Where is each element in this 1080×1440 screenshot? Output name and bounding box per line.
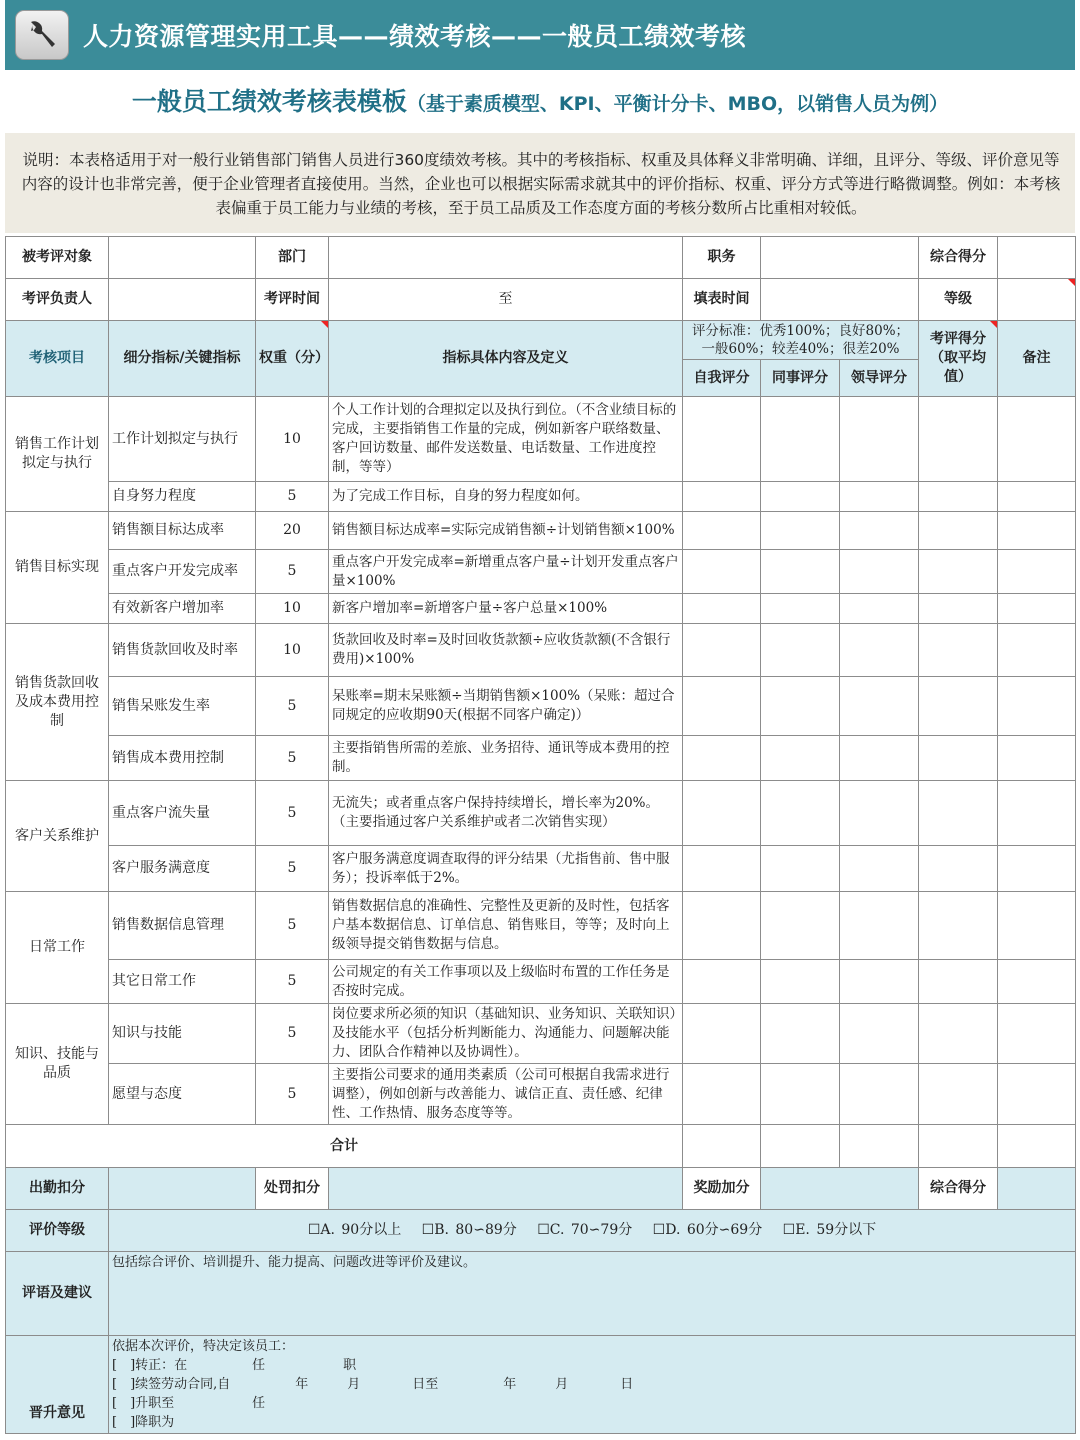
peer-score-input[interactable] [761, 624, 840, 677]
weight-value: 5 [256, 1064, 329, 1125]
kpi-name: 销售成本费用控制 [109, 736, 256, 781]
peer-score-input[interactable] [761, 960, 840, 1004]
peer-score-input[interactable] [761, 594, 840, 624]
self-score-input[interactable] [683, 1004, 761, 1064]
leader-label: 考评负责人 [6, 279, 109, 321]
peer-score-input[interactable] [761, 512, 840, 550]
weight-value: 10 [256, 594, 329, 624]
table-row [6, 397, 1076, 482]
table-row [6, 594, 1076, 624]
kpi-definition: 重点客户开发完成率=新增重点客户量÷计划开发重点客户量×100% [329, 550, 683, 594]
page-title [0, 82, 1080, 118]
bonus-input[interactable] [761, 1168, 919, 1210]
col-self: 自我评分 [683, 360, 761, 397]
promotion-line[interactable]: [ ]降职为 [112, 1415, 175, 1430]
col-leader: 领导评分 [840, 360, 919, 397]
column-header-row-1 [6, 321, 1076, 360]
bonus-label: 奖励加分 [683, 1168, 761, 1210]
avg-score-input[interactable] [919, 736, 998, 781]
self-score-input[interactable] [683, 677, 761, 736]
table-row [6, 550, 1076, 594]
peer-score-input[interactable] [761, 397, 840, 482]
table-row [6, 677, 1076, 736]
kpi-name: 自身努力程度 [109, 482, 256, 512]
penalty-input[interactable] [329, 1168, 683, 1210]
remark-input[interactable] [998, 677, 1076, 736]
remark-input[interactable] [998, 892, 1076, 960]
kpi-name: 销售额目标达成率 [109, 512, 256, 550]
self-score-input[interactable] [683, 482, 761, 512]
table-row [6, 892, 1076, 960]
avg-score-input[interactable] [919, 892, 998, 960]
table-row [6, 960, 1076, 1004]
group-name: 销售货款回收及成本费用控制 [6, 624, 109, 781]
kpi-definition: 主要指公司要求的通用类素质（公司可根据自我需求进行调整），例如创新与改善能力、诚信正直、责任感、纪律性、工作热情、服务态度等等。 [329, 1064, 683, 1125]
kpi-name: 重点客户开发完成率 [109, 550, 256, 594]
remark-input[interactable] [998, 1064, 1076, 1125]
kpi-definition: 销售数据信息的准确性、完整性及更新的及时性，包括客户基本数据信息、订单信息、销售账目，等等；及时向上级领导提交销售数据与信息。 [329, 892, 683, 960]
remark-input[interactable] [998, 594, 1076, 624]
avg-score-input[interactable] [919, 1004, 998, 1064]
kpi-name: 有效新客户增加率 [109, 594, 256, 624]
weight-value: 5 [256, 1004, 329, 1064]
peer-score-input[interactable] [761, 1004, 840, 1064]
kpi-name: 销售数据信息管理 [109, 892, 256, 960]
main-subtitle: （基于素质模型、KPI、平衡计分卡、MBO，以销售人员为例） [406, 93, 949, 115]
kpi-name: 愿望与态度 [109, 1064, 256, 1125]
remark-input[interactable] [998, 781, 1076, 846]
promotion-line: 依据本次评价，特决定该员工： [112, 1339, 295, 1354]
self-score-input[interactable] [683, 781, 761, 846]
leader-score-input[interactable] [840, 781, 919, 846]
comment-input[interactable]: 包括综合评价、培训提升、能力提高、问题改进等评价及建议。 [109, 1252, 1076, 1336]
table-row [6, 1004, 1076, 1064]
remark-input[interactable] [998, 397, 1076, 482]
final-score-label: 综合得分 [919, 1168, 998, 1210]
kpi-definition: 呆账率=期末呆账额÷当期销售额×100%（呆账：超过合同规定的应收期90天(根据不同客户确定)） [329, 677, 683, 736]
group-name: 销售工作计划拟定与执行 [6, 397, 109, 512]
col-standard: 评分标准：优秀100%；良好80%；一般60%；较差40%；很差20% [683, 321, 919, 360]
kpi-name: 其它日常工作 [109, 960, 256, 1004]
fill-time-label: 填表时间 [683, 279, 761, 321]
period-input[interactable]: 至 [329, 279, 683, 321]
leader-input[interactable] [109, 279, 256, 321]
kpi-definition: 销售额目标达成率=实际完成销售额÷计划销售额×100% [329, 512, 683, 550]
avg-score-input[interactable] [919, 512, 998, 550]
penalty-label: 处罚扣分 [256, 1168, 329, 1210]
dept-input[interactable] [329, 237, 683, 279]
leader-score-input[interactable] [840, 1064, 919, 1125]
kpi-name: 销售货款回收及时率 [109, 624, 256, 677]
col-kpi: 细分指标/关键指标 [109, 321, 256, 397]
total-remark-input[interactable] [998, 1125, 1076, 1168]
fill-time-input[interactable] [761, 279, 919, 321]
attendance-input[interactable] [109, 1168, 256, 1210]
weight-value: 5 [256, 892, 329, 960]
kpi-name: 重点客户流失量 [109, 781, 256, 846]
avg-score-input[interactable] [919, 594, 998, 624]
self-score-input[interactable] [683, 397, 761, 482]
remark-input[interactable] [998, 624, 1076, 677]
remark-input[interactable] [998, 736, 1076, 781]
weight-value: 5 [256, 550, 329, 594]
kpi-definition: 客户服务满意度调查取得的评分结果（尤指售前、售中服务）；投诉率低于2%。 [329, 846, 683, 892]
avg-score-input[interactable] [919, 846, 998, 892]
self-score-input[interactable] [683, 736, 761, 781]
avg-score-input[interactable] [919, 482, 998, 512]
total-row [6, 1125, 1076, 1168]
peer-score-input[interactable] [761, 736, 840, 781]
leader-score-input[interactable] [840, 594, 919, 624]
avg-score-input[interactable] [919, 781, 998, 846]
self-score-input[interactable] [683, 1064, 761, 1125]
avg-score-input[interactable] [919, 624, 998, 677]
promotion-line[interactable]: [ ]续签劳动合同,自 年 月 日至 年 月 日 [112, 1377, 634, 1392]
rating-row [6, 1210, 1076, 1252]
comment-row [6, 1252, 1076, 1336]
kpi-name: 客户服务满意度 [109, 846, 256, 892]
avg-score-input[interactable] [919, 960, 998, 1004]
remark-input[interactable] [998, 1004, 1076, 1064]
kpi-name: 销售呆账发生率 [109, 677, 256, 736]
remark-input[interactable] [998, 550, 1076, 594]
grade-label: 等级 [919, 279, 998, 321]
total-peer-input[interactable] [761, 1125, 840, 1168]
table-row [6, 512, 1076, 550]
leader-score-input[interactable] [840, 677, 919, 736]
table-row [6, 846, 1076, 892]
subject-label: 被考评对象 [6, 237, 109, 279]
subject-input[interactable] [109, 237, 256, 279]
kpi-definition: 个人工作计划的合理拟定以及执行到位。（不含业绩目标的完成，主要指销售工作量的完成，例如新客户联络数量、客户回访数量、邮件发送数量、电话数量、工作进度控制，等等） [329, 397, 683, 482]
peer-score-input[interactable] [761, 677, 840, 736]
rating-options[interactable]: ☐A. 90分以上 ☐B. 80∽89分 ☐C. 70∽79分 ☐D. 60分∽69分 ☐E. 59分以下 [109, 1210, 1076, 1252]
total-avg-input[interactable] [919, 1125, 998, 1168]
avg-score-input[interactable] [919, 397, 998, 482]
self-score-input[interactable] [683, 550, 761, 594]
remark-input[interactable] [998, 960, 1076, 1004]
weight-value: 10 [256, 397, 329, 482]
col-peer: 同事评分 [761, 360, 840, 397]
leader-score-input[interactable] [840, 512, 919, 550]
dept-label: 部门 [256, 237, 329, 279]
leader-score-input[interactable] [840, 482, 919, 512]
leader-score-input[interactable] [840, 624, 919, 677]
promotion-line[interactable]: [ ]升职至 任 [112, 1396, 266, 1411]
peer-score-input[interactable] [761, 892, 840, 960]
group-name: 客户关系维护 [6, 781, 109, 892]
header-title: 人力资源管理实用工具——绩效考核——一般员工绩效考核 [83, 22, 747, 51]
weight-value: 5 [256, 736, 329, 781]
peer-score-input[interactable] [761, 846, 840, 892]
table-row [6, 624, 1076, 677]
avg-score-input[interactable] [919, 550, 998, 594]
leader-score-input[interactable] [840, 960, 919, 1004]
self-score-input[interactable] [683, 892, 761, 960]
peer-score-input[interactable] [761, 482, 840, 512]
evaluation-table [5, 236, 1076, 1434]
total-score-label: 综合得分 [919, 237, 998, 279]
rating-label: 评价等级 [6, 1210, 109, 1252]
weight-value: 5 [256, 781, 329, 846]
weight-value: 5 [256, 846, 329, 892]
attendance-label: 出勤扣分 [6, 1168, 109, 1210]
weight-value: 5 [256, 482, 329, 512]
self-score-input[interactable] [683, 594, 761, 624]
table-row [6, 736, 1076, 781]
avg-score-input[interactable] [919, 677, 998, 736]
group-name: 日常工作 [6, 892, 109, 1004]
total-score-input[interactable] [998, 237, 1076, 279]
description-note: 说明：本表格适用于对一般行业销售部门销售人员进行360度绩效考核。其中的考核指标、权重及具体释义非常明确、详细，且评分、等级、评价意见等内容的设计也非常完善，便于企业管理者直接使用。当然，企业也可以根据实际需求就其中的评价指标、权重、评分方式等进行略微调整。例如：本考核表偏重于员工能力与业绩的考核，至于员工品质及工作态度方面的考核分数所占比重相对较低。 [5, 133, 1075, 233]
kpi-definition: 岗位要求所必须的知识（基础知识、业务知识、关联知识）及技能水平（包括分析判断能力、沟通能力、问题解决能力、团队合作精神以及协调性）。 [329, 1004, 683, 1064]
position-label: 职务 [683, 237, 761, 279]
peer-score-input[interactable] [761, 550, 840, 594]
header-bar [5, 0, 1075, 70]
group-name: 销售目标实现 [6, 512, 109, 624]
leader-score-input[interactable] [840, 550, 919, 594]
kpi-definition: 为了完成工作目标，自身的努力程度如何。 [329, 482, 683, 512]
adjustment-row [6, 1168, 1076, 1210]
kpi-definition: 无流失；或者重点客户保持持续增长，增长率为20%。（主要指通过客户关系维护或者二次销售实现） [329, 781, 683, 846]
wrench-icon [15, 10, 69, 60]
kpi-definition: 主要指销售所需的差旅、业务招待、通讯等成本费用的控制。 [329, 736, 683, 781]
col-score: 考评得分（取平均值） [919, 321, 998, 397]
self-score-input[interactable] [683, 512, 761, 550]
position-input[interactable] [761, 237, 919, 279]
grade-input[interactable] [998, 279, 1076, 321]
total-label: 合计 [6, 1125, 683, 1168]
promotion-options [109, 1336, 1076, 1434]
col-definition: 指标具体内容及定义 [329, 321, 683, 397]
col-weight: 权重（分） [256, 321, 329, 397]
leader-score-input[interactable] [840, 736, 919, 781]
leader-score-input[interactable] [840, 1004, 919, 1064]
kpi-name: 工作计划拟定与执行 [109, 397, 256, 482]
peer-score-input[interactable] [761, 1064, 840, 1125]
promotion-label: 晋升意见 [6, 1336, 109, 1434]
self-score-input[interactable] [683, 960, 761, 1004]
promotion-row [6, 1336, 1076, 1434]
weight-value: 20 [256, 512, 329, 550]
remark-input[interactable] [998, 482, 1076, 512]
self-score-input[interactable] [683, 624, 761, 677]
group-name: 知识、技能与品质 [6, 1004, 109, 1125]
info-row-2 [6, 279, 1076, 321]
info-row-1 [6, 237, 1076, 279]
period-label: 考评时间 [256, 279, 329, 321]
peer-score-input[interactable] [761, 781, 840, 846]
col-remark: 备注 [998, 321, 1076, 397]
leader-score-input[interactable] [840, 397, 919, 482]
weight-value: 10 [256, 624, 329, 677]
table-row [6, 781, 1076, 846]
leader-score-input[interactable] [840, 846, 919, 892]
total-self-input[interactable] [683, 1125, 761, 1168]
comment-label: 评语及建议 [6, 1252, 109, 1336]
col-item: 考核项目 [6, 321, 109, 397]
table-row [6, 1064, 1076, 1125]
weight-value: 5 [256, 677, 329, 736]
avg-score-input[interactable] [919, 1064, 998, 1125]
promotion-line[interactable]: [ ]转正：在 任 职 [112, 1358, 357, 1373]
main-title: 一般员工绩效考核表模板 [131, 87, 407, 116]
remark-input[interactable] [998, 512, 1076, 550]
self-score-input[interactable] [683, 846, 761, 892]
final-score-input[interactable] [998, 1168, 1076, 1210]
kpi-definition: 公司规定的有关工作事项以及上级临时布置的工作任务是否按时完成。 [329, 960, 683, 1004]
leader-score-input[interactable] [840, 892, 919, 960]
weight-value: 5 [256, 960, 329, 1004]
kpi-name: 知识与技能 [109, 1004, 256, 1064]
table-row [6, 482, 1076, 512]
kpi-definition: 新客户增加率=新增客户量÷客户总量×100% [329, 594, 683, 624]
kpi-definition: 货款回收及时率=及时回收货款额÷应收货款额(不含银行费用)×100% [329, 624, 683, 677]
total-leader-input[interactable] [840, 1125, 919, 1168]
remark-input[interactable] [998, 846, 1076, 892]
